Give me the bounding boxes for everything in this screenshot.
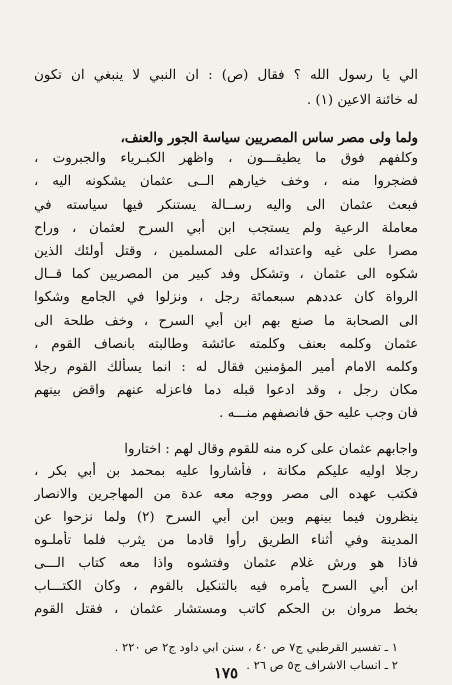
text-line: واجابهم عثمان على كره منه للقوم وقال لهم : اختاروا <box>124 442 418 457</box>
text-line: مكان رجل ، وقد ادعوا قبله دما فاعزله عنهم واقض بينهم <box>34 383 418 398</box>
text-line: فبعث عثمان الى واليه رســالة يستنكر فيها سياسته في <box>34 198 418 213</box>
text-line: وكلفهم فوق ما يطيقـــون ، واظهر الكبـرياء والجبروت ، <box>34 151 418 166</box>
text-line: عثمان وكلمه بعنف وكلمته عائشة وطالبته بانصاف القوم ، <box>34 337 418 352</box>
footnote-2: ٢ ـ انساب الاشراف ج٥ ص ٢٦ . <box>246 658 398 672</box>
text-line: رجلا اوليه عليكم مكانة ، فأشاروا عليه بمحمد بن أبي بكر ، <box>34 464 418 479</box>
text-line: معاملة الرعية ولم يستجب ابن أبي السرح لعثمان ، وراح <box>34 221 418 236</box>
footnote-1: ١ ـ تفسير القرطبي ج٧ ص ٤٠ ، سنن ابي داود ج٢ ص ٢٢٠ . <box>114 640 398 654</box>
text-line: فان وجب عليه حق فانصفهم منـــه . <box>219 406 418 421</box>
text-line: فضجروا منه ، وخف خيارهم الــى عثمان يشكونه اليه ، <box>34 174 418 189</box>
text-line: ابن أبي السرح يأمره فيه بالتنكيل بالقوم ، وكان الكتـــاب <box>34 579 418 594</box>
text-line: المدينة وفي أثناء الطريق رأوا قادما من يثرب فلما تأملـوه <box>34 533 418 548</box>
text-line: ولما ولى مصر ساس المصريين سياسة الجور والعنف، <box>120 130 418 146</box>
text-line: مصرا على غيه واعتدائه على المسلمين ، وقتل أولئك الذين <box>34 244 418 259</box>
text-line: فكتب عهده الى مصر ووجه معه عدة من المهاجرين والانصار <box>34 487 418 502</box>
text-line: فاذا هو ورش غلام عثمان وفتشوه واذا معه كتاب الـــى <box>34 556 418 571</box>
text-line: الرواة كان عددهم سبعمائة رجل ، ونزلوا في الجامع وشكوا <box>34 290 418 305</box>
text-line: الي يا رسول الله ؟ فقال (ص) : ان النبي لا ينبغي ان تكون <box>34 68 418 83</box>
text-line: ينظرون فيما بينهم وبين ابن أبي السرح (٢) ولما نزحوا عن <box>34 510 418 525</box>
page-number: ١٧٥ <box>213 664 239 682</box>
text-line: الى الصحابة ما صنع بهم ابن أبي السرح ، وخف طلحة الى <box>34 314 418 329</box>
text-line: له خائنة الاعين (١) . <box>306 93 418 108</box>
text-line: شكوه الى عثمان ، وتشكل وفد كبير من المصريين كما قــال <box>34 267 418 282</box>
text-line: وكلمه الامام أمير المؤمنين فقال له : انما يسألك القوم رجلا <box>34 360 418 375</box>
text-line: بخط مروان بن الحكم كاتب ومستشار عثمان ، فقتل القوم <box>34 602 418 617</box>
